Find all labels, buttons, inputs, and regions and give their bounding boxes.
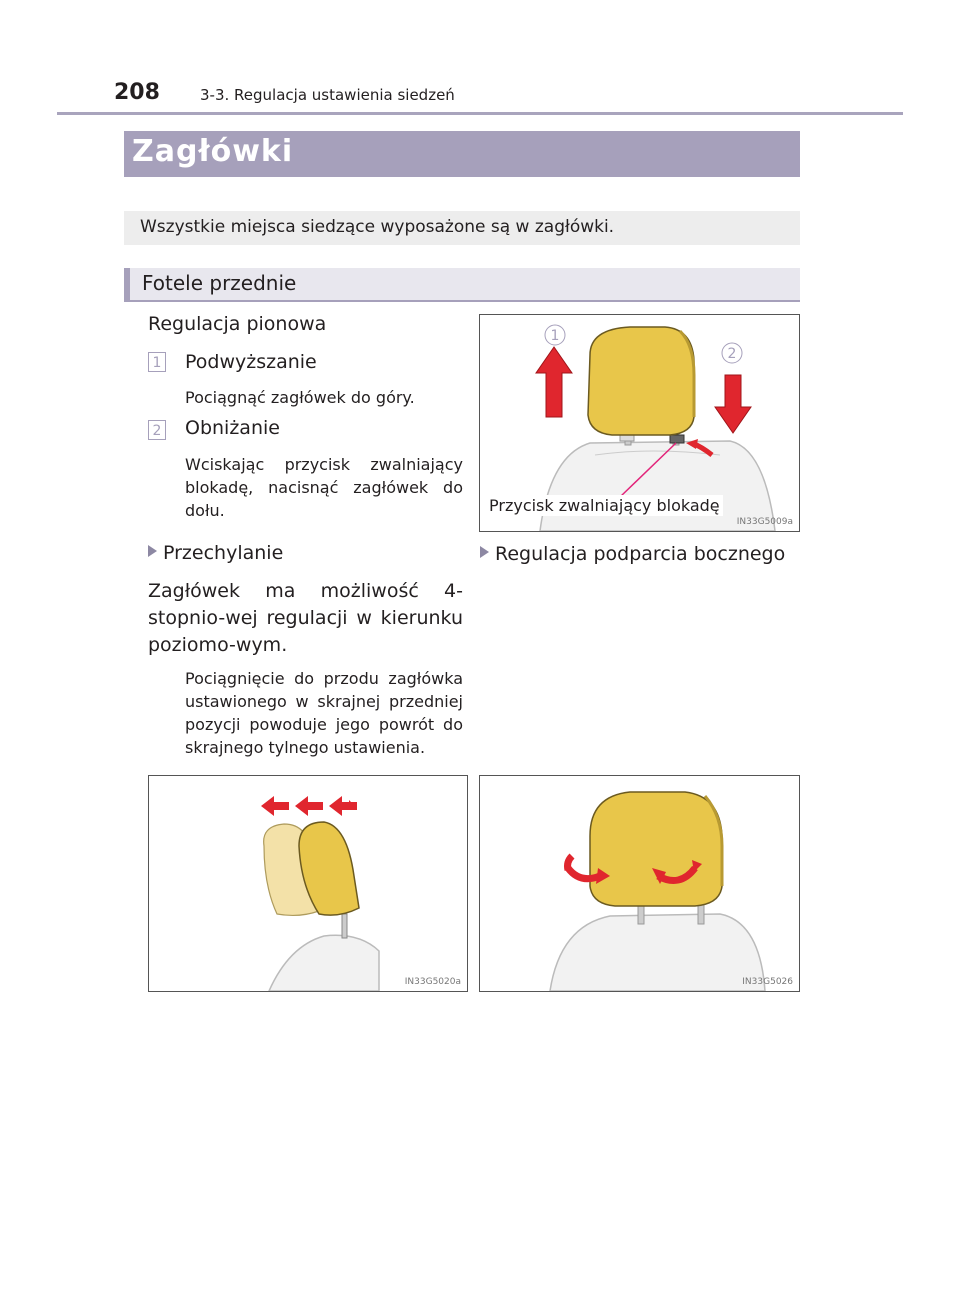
headrest-tilt-illustration (149, 776, 467, 991)
breadcrumb: 3-3. Regulacja ustawienia siedzeń (200, 86, 455, 104)
section-heading: Fotele przednie (142, 271, 297, 295)
tilt-note: Pociągnięcie do przodu zagłówka ustawionego w skrajnej przedniej pozycji powoduje jego powrót do skrajnego tylnego ustawienia. (185, 669, 463, 757)
item-2-badge (148, 420, 166, 440)
release-button-callout: Przycisk zwalniający blokadę (486, 495, 723, 516)
step-number-badge: 1 (148, 352, 166, 372)
vertical-heading: Regulacja pionowa (148, 313, 327, 335)
figure-badge-2: 2 (727, 346, 737, 362)
item-2-label: Obniżanie (185, 417, 280, 439)
lateral-heading (480, 543, 785, 565)
tilt-text: Zagłówek ma możliwość 4-stopnio-wej regulacji w kierunku poziomo-wym. (148, 580, 463, 656)
figure-code: IN33G5009a (736, 517, 793, 527)
item-1-badge (148, 352, 166, 372)
intro-text: Wszystkie miejsca siedzące wyposażone są w zagłówki. (140, 217, 615, 237)
figure-lateral-adjustment (479, 775, 800, 992)
intro-box (124, 211, 800, 245)
figure-vertical-adjustment (479, 314, 800, 532)
tilt-heading (148, 542, 283, 564)
figure-badge-1: 1 (550, 328, 560, 344)
figure-code: IN33G5020a (404, 977, 461, 987)
item-2-desc: Wciskając przycisk zwalniający blokadę, nacisnąć zagłówek do dołu. (185, 455, 463, 520)
figure-tilt-adjustment (148, 775, 468, 992)
triangle-bullet-icon (480, 546, 489, 558)
item-1-label: Podwyższanie (185, 351, 317, 373)
page-number: 208 (114, 80, 160, 105)
header-rule (57, 112, 903, 115)
page-title: Zagłówki (132, 134, 294, 169)
section-heading-bar (124, 268, 800, 302)
lateral-heading-text: Regulacja podparcia bocznego (495, 543, 786, 565)
triangle-bullet-icon (148, 545, 157, 557)
figure-code: IN33G5026 (742, 977, 793, 987)
title-bar (124, 131, 800, 177)
item-1-desc: Pociągnąć zagłówek do góry. (185, 388, 415, 407)
tilt-heading-text: Przechylanie (163, 542, 284, 564)
section-accent (124, 268, 130, 302)
headrest-lateral-illustration (480, 776, 799, 991)
step-number-badge: 2 (148, 420, 166, 440)
